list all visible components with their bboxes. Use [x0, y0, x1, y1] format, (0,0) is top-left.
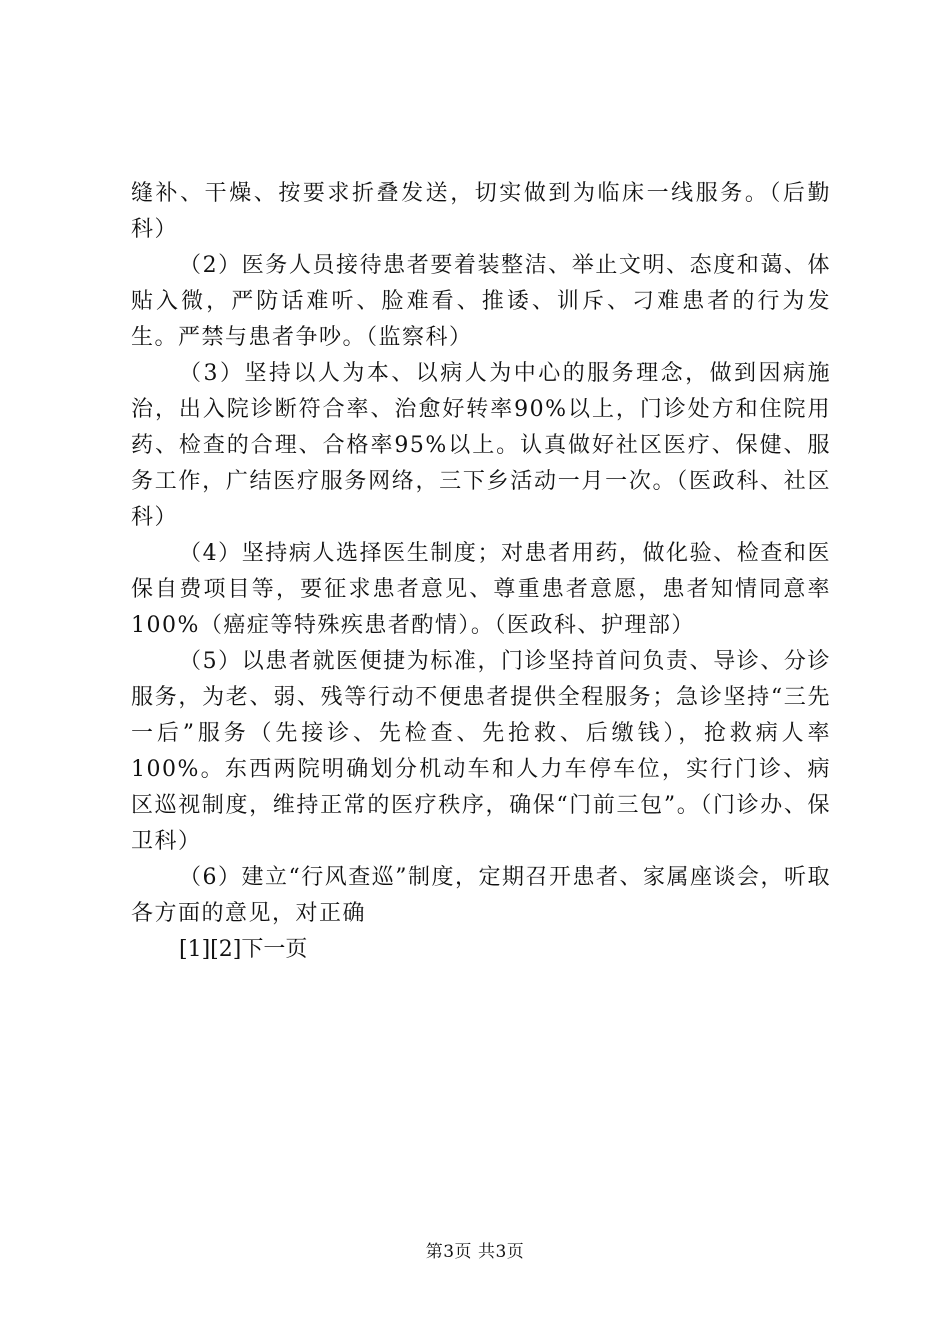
paragraph-continued: 缝补、干燥、按要求折叠发送，切实做到为临床一线服务。（后勤科）: [131, 181, 831, 242]
paragraph-item-6: （6）建立“行风查巡”制度，定期召开患者、家属座谈会，听取各方面的意见，对正确: [131, 865, 831, 926]
paragraph-item-2: （2）医务人员接待患者要着装整洁、举止文明、态度和蔼、体贴入微，严防话难听、脸难看、推诿、训斥、刁难患者的行为发生。严禁与患者争吵。（监察科）: [131, 253, 831, 350]
paragraph-item-4: （4）坚持病人选择医生制度；对患者用药，做化验、检查和医保自费项目等，要征求患者意见、尊重患者意愿，患者知情同意率100%（癌症等特殊疾患者酌情）。（医政科、护理部）: [131, 541, 831, 638]
pagination-links[interactable]: [1][2]下一页: [179, 937, 308, 962]
document-body: [131, 176, 831, 968]
paragraph-item-3: （3）坚持以人为本、以病人为中心的服务理念，做到因病施治，出入院诊断符合率、治愈好转率90%以上，门诊处方和住院用药、检查的合理、合格率95%以上。认真做好社区医疗、保健、服务工作，广结医疗服务网络，三下乡活动一月一次。（医政科、社区科）: [131, 361, 831, 530]
paragraph-item-5: （5）以患者就医便捷为标准，门诊坚持首问负责、导诊、分诊服务，为老、弱、残等行动不便患者提供全程服务；急诊坚持“三先一后”服务（先接诊、先检查、先抢救、后缴钱），抢救病人率100%。东西两院明确划分机动车和人力车停车位，实行门诊、病区巡视制度，维持正常的医疗秩序，确保“门前三包”。（门诊办、保卫科）: [131, 649, 831, 854]
page-footer: 第3页 共3页: [425, 1242, 525, 1262]
